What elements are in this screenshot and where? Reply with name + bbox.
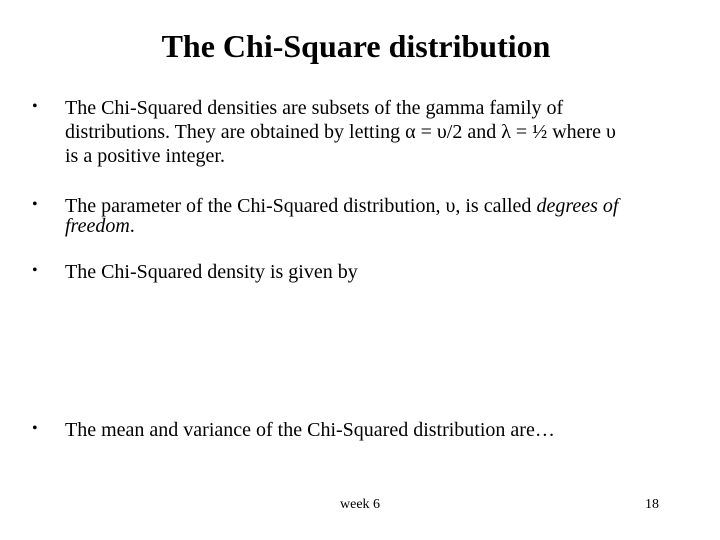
bullet-marker: • bbox=[32, 98, 38, 115]
footer-page-number: 18 bbox=[645, 497, 659, 512]
bullet-line bbox=[65, 194, 695, 217]
bullet-line: The Chi-Squared densities are subsets of the gamma family of bbox=[65, 97, 564, 119]
bullet-line: is a positive integer. bbox=[65, 145, 225, 167]
bullet-line: The mean and variance of the Chi-Squared distribution are… bbox=[65, 419, 555, 441]
bullet-text-plain: The parameter of the Chi-Squared distribution, υ, is called bbox=[65, 195, 537, 217]
bullet-marker: • bbox=[32, 262, 38, 279]
bullet-marker: • bbox=[32, 196, 38, 213]
bullet-marker: • bbox=[32, 420, 38, 437]
bullet-line: distributions. They are obtained by letting α = υ/2 and λ = ½ where υ bbox=[65, 121, 616, 143]
bullet-text bbox=[65, 96, 695, 168]
bullet-text-plain: . bbox=[129, 215, 135, 237]
bullet-line: The Chi-Squared density is given by bbox=[65, 261, 358, 283]
footer-week-label: week 6 bbox=[340, 497, 381, 512]
bullet-line bbox=[65, 214, 695, 237]
bullet-text-italic: degrees of bbox=[536, 195, 619, 217]
bullet-text bbox=[65, 260, 695, 284]
slide-title: The Chi-Square distribution bbox=[161, 28, 551, 64]
bullet-text bbox=[65, 194, 695, 237]
bullet-text bbox=[65, 418, 695, 442]
bullet-text-italic: freedom bbox=[65, 215, 130, 237]
